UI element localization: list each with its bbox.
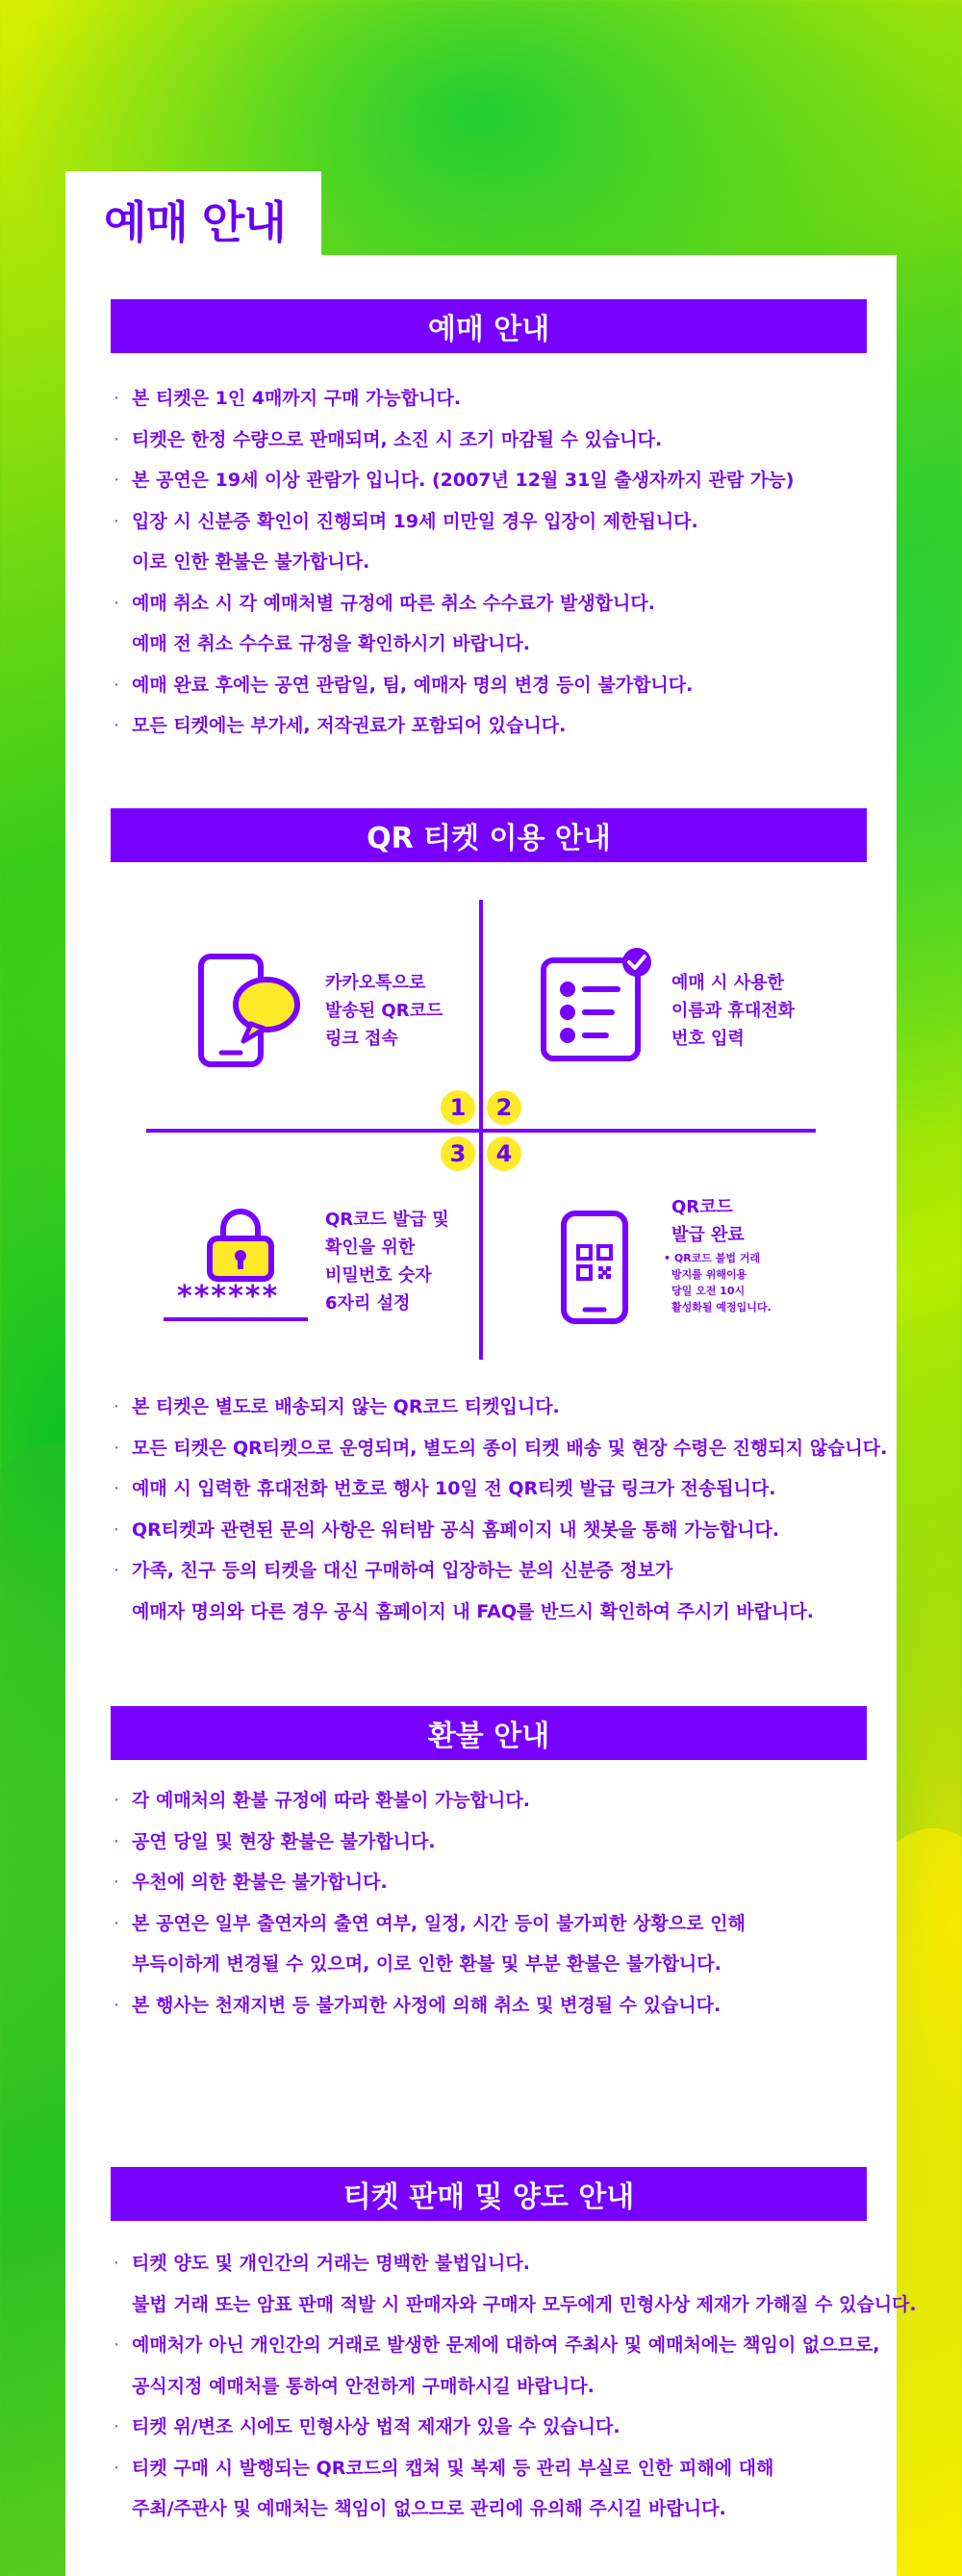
step-2-text: 예매 시 사용한 이름과 휴대전화 번호 입력 [671,973,795,1049]
password-underline [164,1317,308,1321]
bullet-dot: · [114,1396,120,1417]
list-item-text: 본 공연은 일부 출연자의 출연 여부, 일정, 시간 등이 불가피한 상황으로 인해 [132,1912,746,1934]
page-title: 예매 안내 [104,196,286,248]
list-item [111,420,880,461]
booking-list [111,378,880,747]
bullet-dot: · [114,470,120,491]
list-item [111,665,880,706]
list-item-text: 티켓 위/변조 시에도 민형사상 법적 제재가 있을 수 있습니다. [132,2416,620,2437]
bullet-dot: · [114,715,120,736]
bullet-dot: · [114,388,120,409]
step-number-4: 4 [487,1136,521,1171]
list-item-text: 입장 시 신분증 확인이 진행되며 19세 미만일 경우 입장이 제한됩니다. [132,510,698,532]
bullet-dot: · [114,1994,120,2016]
bullet-dot: · [114,1830,120,1852]
list-item-text: 불법 거래 또는 암표 판매 적발 시 판매자와 구매자 모두에게 민형사상 제재가 가해질 수 있습니다. [132,2293,917,2315]
refund-list [111,1780,880,2026]
list-item-text: 본 행사는 천재지변 등 불가피한 사정에 의해 취소 및 변경될 수 있습니다. [132,1994,722,2016]
list-item-text: 예매처가 아닌 개인간의 거래로 발생한 문제에 대하여 주최사 및 예매처에는 책임이 없으므로, [132,2334,880,2356]
bullet-dot: · [114,428,120,450]
list-item [111,378,880,420]
section-title-qr: QR 티켓 이용 안내 [111,808,867,862]
bullet-dot: · [114,1560,120,1581]
list-item [111,1428,888,1469]
list-item [111,501,880,583]
step-4-note: • QR코드 불법 거래 방지를 위해이용 당일 오전 10시 활성화될 예정입니다. [664,1252,772,1314]
bullet-dot: · [114,2334,120,2356]
list-item-text: 티켓은 한정 수량으로 판매되며, 소진 시 조기 마감될 수 있습니다. [132,428,663,450]
list-item-text: 모든 티켓은 QR티켓으로 운영되며, 별도의 종이 티켓 배송 및 현장 수령은 진행되지 않습니다. [132,1437,888,1459]
bullet-dot: · [114,1518,120,1541]
bullet-dot: · [114,1912,120,1934]
list-item [111,2407,880,2448]
section-title-transfer: 티켓 판매 및 양도 안내 [111,2167,867,2221]
list-item [111,1862,880,1903]
bullet-dot: · [114,1437,120,1459]
list-item-text: 우천에 의한 환불은 불가합니다. [132,1872,388,1893]
lock-icon [202,1206,279,1283]
step-number-1: 1 [441,1090,475,1125]
list-item-text: QR티켓과 관련된 문의 사항은 워터밤 공식 홈페이지 내 챗봇을 통해 가능합니다. [132,1518,780,1541]
list-item [111,1780,880,1822]
list-item [111,460,880,501]
list-item-text: 공식지정 예매처를 통하여 안전하게 구매하시길 바랍니다. [132,2375,595,2397]
list-item-text: 티켓 구매 시 발행되는 QR코드의 캡쳐 및 복제 등 관리 부실로 인한 피해에 대해 [132,2457,774,2479]
step-3-text: QR코드 발급 및 확인을 위한 비밀번호 숫자 6자리 설정 [325,1210,449,1314]
list-item [111,1510,880,1551]
list-item-text: 가족, 친구 등의 티켓을 대신 구매하여 입장하는 분의 신분증 정보가 [132,1560,673,1581]
list-item-text: 이로 인한 환불은 불가합니다. [132,551,370,573]
list-item [111,2448,880,2530]
step-number-2: 2 [487,1090,521,1125]
step-4-text: QR코드 발급 완료 [671,1197,745,1245]
bullet-dot: · [114,1478,120,1499]
list-item-text: 예매 전 취소 수수료 규정을 확인하시기 바랍니다. [132,633,530,654]
list-item-text: 예매 취소 시 각 예매처별 규정에 따른 취소 수수료가 발생합니다. [132,592,655,614]
list-item-text: 각 예매처의 환불 규정에 따라 환불이 가능합니다. [132,1790,530,1811]
section-title-refund: 환불 안내 [111,1706,867,1760]
list-item [111,705,880,747]
password-mask: ****** [177,1280,280,1314]
bullet-dot: · [114,510,120,532]
diagram-divider-horizontal [146,1129,816,1133]
list-item [111,2243,917,2325]
list-item [111,2325,880,2407]
phone-qr-icon [558,1210,635,1325]
step-1-text: 카카오톡으로 발송된 QR코드 링크 접속 [325,973,443,1049]
list-item [111,1903,880,1985]
list-item-text: 본 공연은 19세 이상 관람가 입니다. (2007년 12월 31일 출생자까지 관람 가능) [132,470,795,491]
list-item [111,1387,880,1428]
section-title-booking: 예매 안내 [111,299,867,353]
list-item-text: 예매자 명의와 다른 경우 공식 홈페이지 내 FAQ를 반드시 확인하여 주시기 바랍니다. [132,1600,814,1622]
qr-steps-diagram [144,900,818,1362]
qr-list [111,1387,888,1632]
list-item [111,1468,880,1510]
checklist-icon [539,943,659,1063]
list-item-text: 예매 완료 후에는 공연 관람일, 팀, 예매자 명의 변경 등이 불가합니다. [132,674,694,696]
bullet-dot: · [114,592,120,614]
phone-chat-icon [197,953,303,1068]
list-item [111,583,880,665]
bullet-dot: · [114,1790,120,1811]
list-item-text: 티켓 양도 및 개인간의 거래는 명백한 불법입니다. [132,2253,530,2274]
list-item [111,1822,880,1863]
list-item-text: 부득이하게 변경될 수 있으며, 이로 인한 환불 및 부분 환불은 불가합니다. [132,1953,722,1975]
transfer-list [111,2243,917,2530]
bullet-dot: · [114,2416,120,2437]
list-item-text: 모든 티켓에는 부가세, 저작권료가 포함되어 있습니다. [132,715,567,736]
bullet-dot: · [114,674,120,696]
list-item-text: 주최/주관사 및 예매처는 책임이 없으므로 관리에 유의해 주시길 바랍니다. [132,2498,726,2519]
list-item [111,1550,880,1632]
list-item [111,1985,880,2027]
bullet-dot: · [114,2253,120,2274]
bullet-dot: · [114,1872,120,1893]
list-item-text: 본 티켓은 별도로 배송되지 않는 QR코드 티켓입니다. [132,1396,560,1417]
step-number-3: 3 [441,1136,475,1171]
list-item-text: 공연 당일 및 현장 환불은 불가합니다. [132,1830,436,1852]
list-item-text: 예매 시 입력한 휴대전화 번호로 행사 10일 전 QR티켓 발급 링크가 전송됩니다. [132,1478,776,1499]
bullet-dot: · [114,2457,120,2479]
list-item-text: 본 티켓은 1인 4매까지 구매 가능합니다. [132,388,462,409]
